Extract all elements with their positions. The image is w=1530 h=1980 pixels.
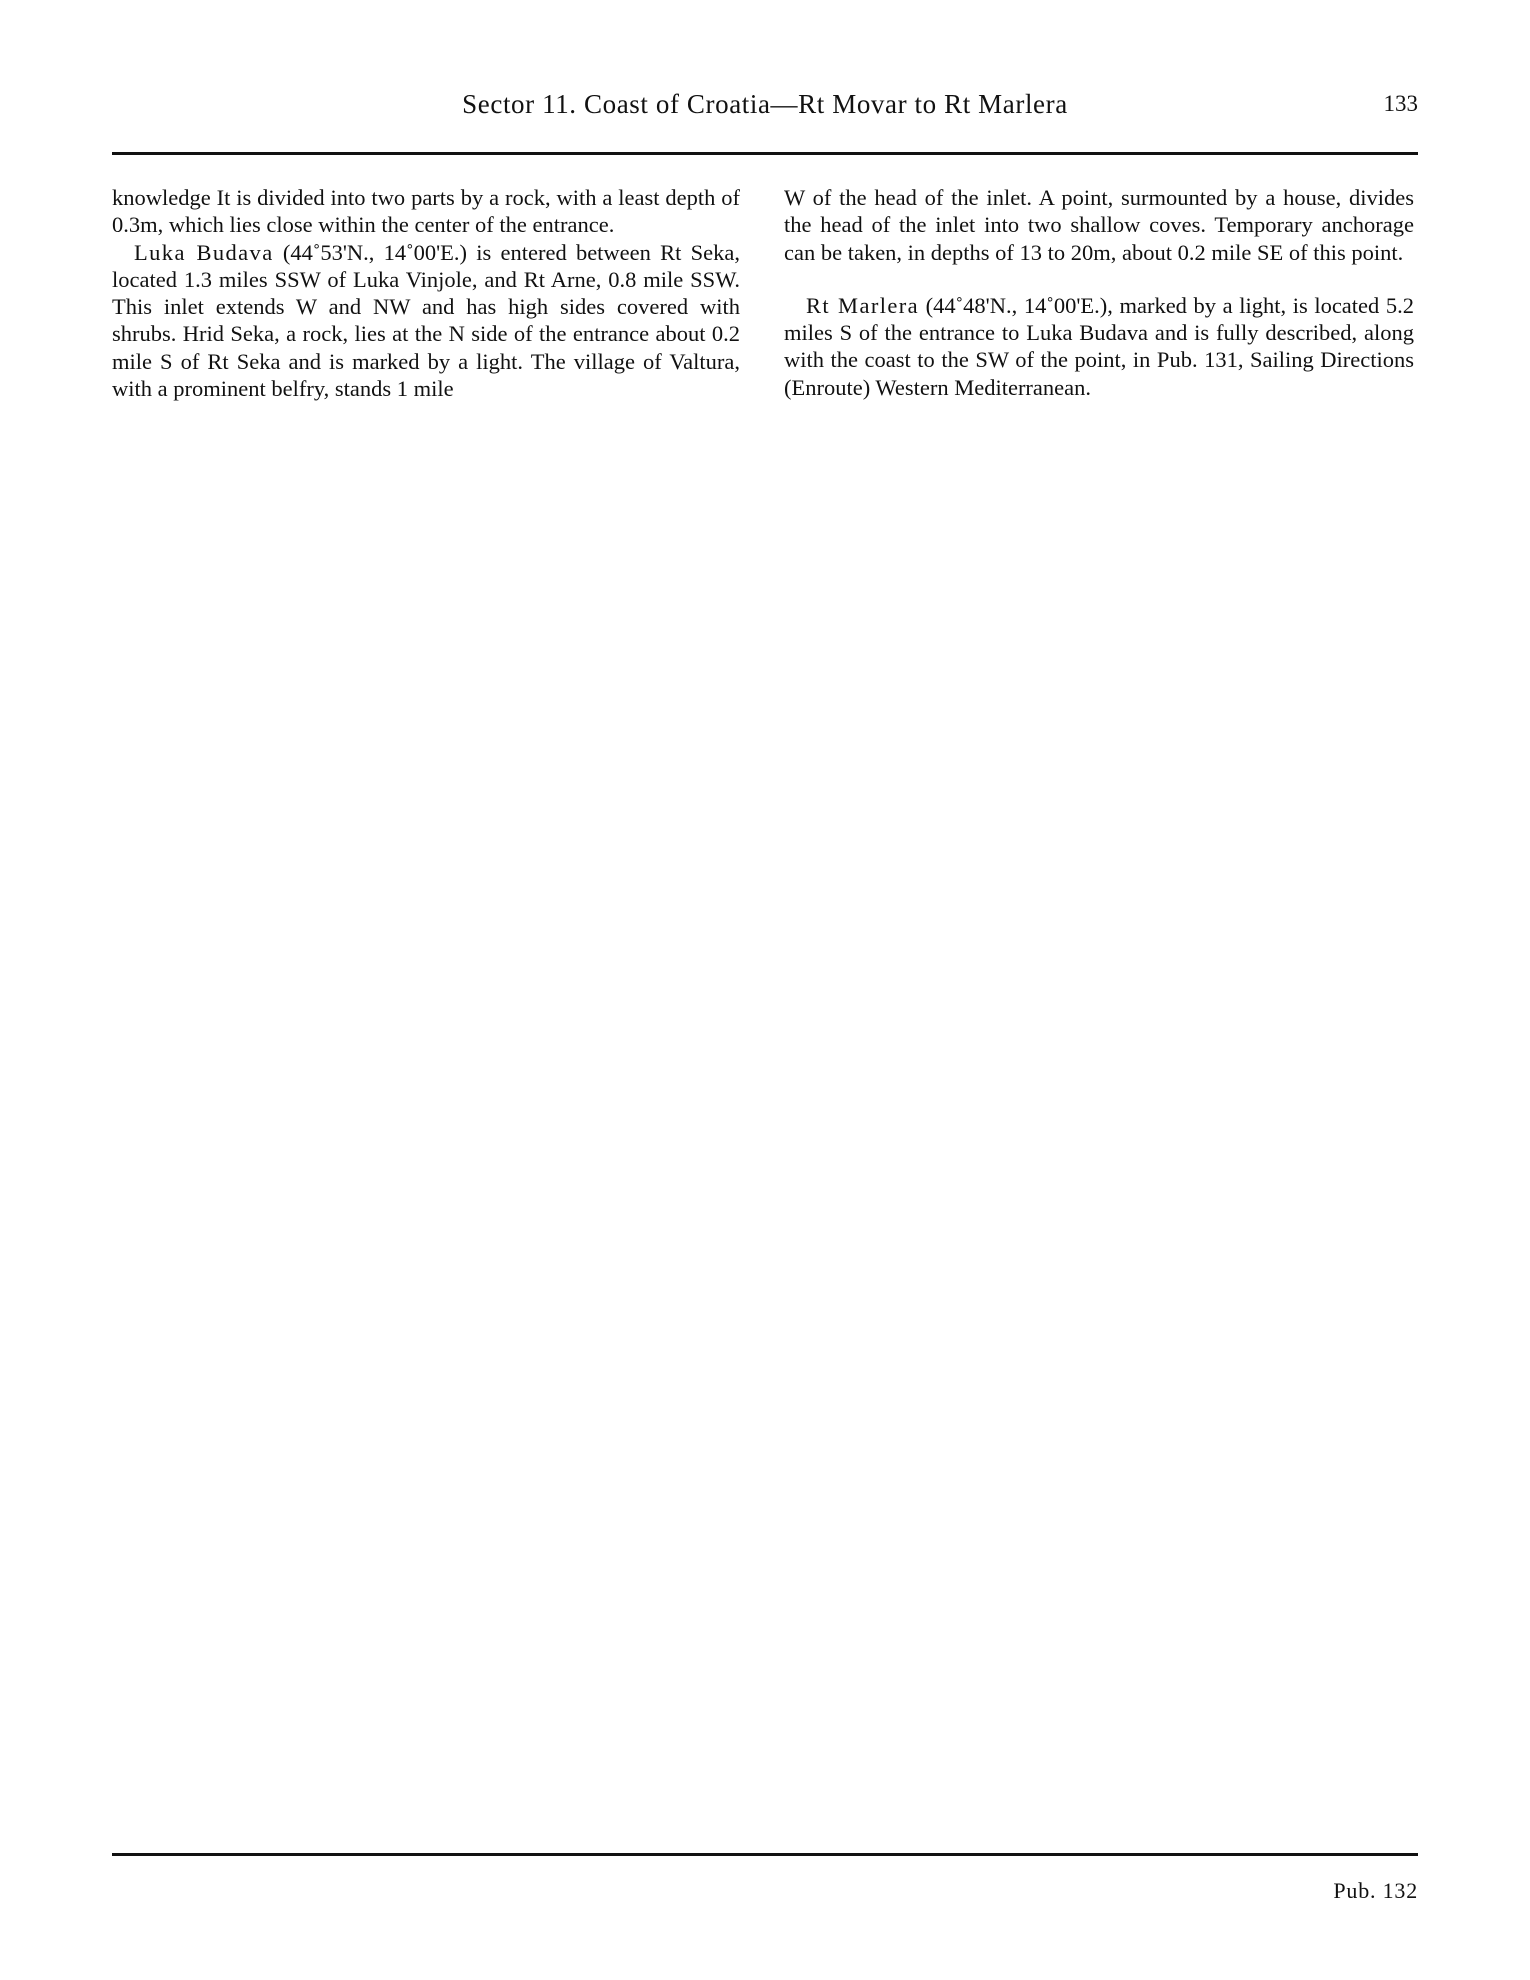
publication-footer: Pub. 132: [1333, 1878, 1418, 1903]
left-paragraph-continued: knowledge It is divided into two parts by a rock, with a least depth of 0.3m, which lies close within the center of the entrance.: [112, 185, 740, 238]
rt-marlera-description: (44˚48'N., 14˚00'E.), marked by a light, is located 5.2 miles S of the entrance to Luka Budava and is fully described, along with the coast to the SW of the point, in Pub. 131, Sailing Directions (Enroute) Western Mediterranean.: [784, 292, 1415, 400]
page-header: [112, 84, 1418, 124]
left-column: [112, 184, 740, 402]
right-paragraph-rt-marlera: [784, 292, 1414, 401]
right-column: [784, 184, 1414, 401]
luka-budava-description: (44˚53'N., 14˚00'E.) is entered between Rt Seka, located 1.3 miles SSW of Luka Vinjole, and Rt Arne, 0.8 mile SSW. This inlet extends W and NW and has high sides covered with shrubs. Hrid Seka, a rock, lies at the N side of the entrance about 0.2 mile S of Rt Seka and is marked by a light. The village of Valtura, with a prominent belfry, stands 1 mile: [112, 239, 740, 402]
right-paragraph-continued: W of the head of the inlet. A point, surmounted by a house, divides the head of the inlet into two shallow coves. Temporary anchorage can be taken, in depths of 13 to 20m, about 0.2 mile SE of this point.: [784, 185, 1414, 265]
place-name-rt-marlera: Rt Marlera: [806, 292, 920, 318]
footer-rule: [112, 1853, 1418, 1856]
left-paragraph-luka-budava: [112, 239, 740, 403]
running-title: Sector 11. Coast of Croatia—Rt Movar to Rt Marlera: [462, 89, 1068, 119]
header-rule: [112, 152, 1418, 155]
page-number: 133: [1383, 91, 1418, 116]
place-name-luka-budava: Luka Budava: [134, 239, 274, 265]
